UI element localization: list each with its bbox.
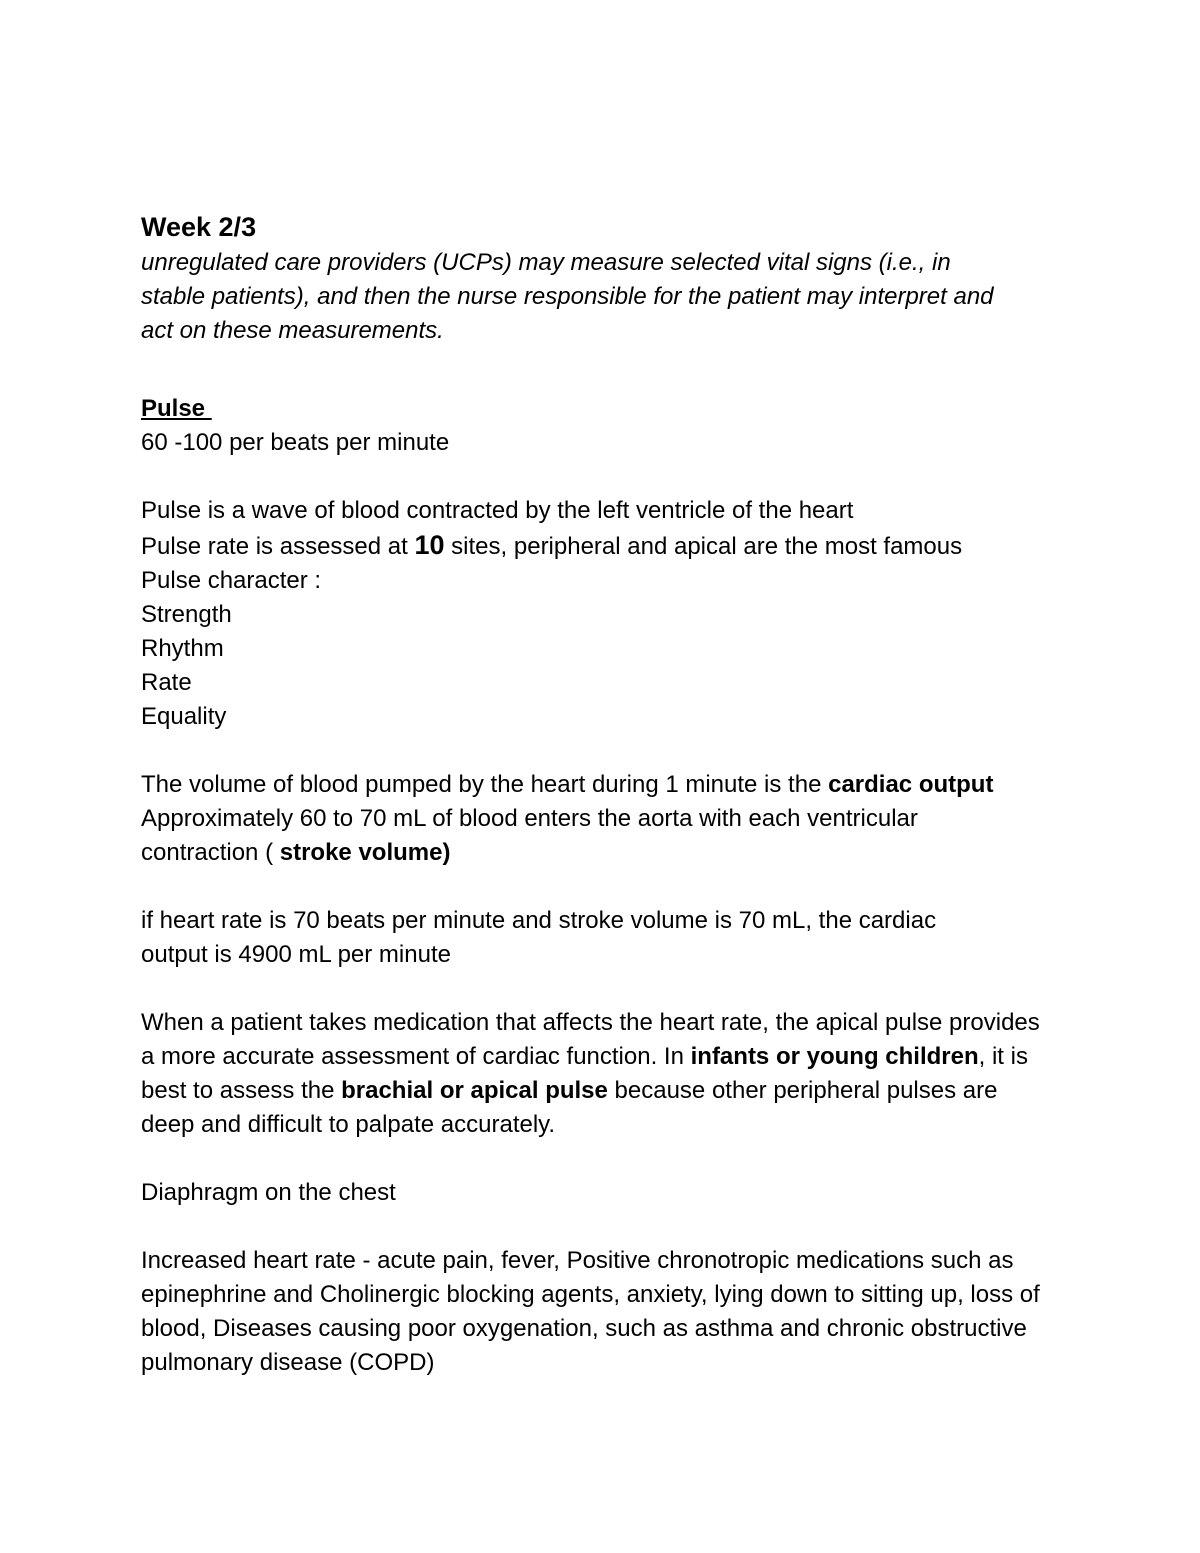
stroke-volume-paragraph — [141, 802, 981, 870]
increased-heart-rate-paragraph: Increased heart rate - acute pain, fever, Positive chronotropic medications such as epinephrine and Cholinergic blocking agents, anxiety, lying down to sitting up, loss of blood, Diseases causing poor oxygenation, such as asthma and chronic obstructive pulmonary disease (COPD) — [141, 1247, 1040, 1376]
pulse-sites — [141, 528, 1071, 564]
medication-bold-1: infants or young children — [690, 1043, 979, 1070]
medication-paragraph — [141, 1006, 1041, 1142]
medication-text-1: When a patient takes medication that affects the heart rate, the apical pulse provides a more accurate assessment of cardiac function. In — [141, 1009, 1040, 1070]
pulse-character-label: Pulse character : — [141, 567, 322, 594]
page-title: Week 2/3 — [141, 212, 257, 242]
pulse-definition: Pulse is a wave of blood contracted by the left ventricle of the heart — [141, 497, 854, 524]
pulse-character-item: Equality — [141, 703, 227, 730]
pulse-sites-prefix: Pulse rate is assessed at — [141, 533, 415, 560]
intro-paragraph: unregulated care providers (UCPs) may measure selected vital signs (i.e., in stable patients), and then the nurse responsible for the patient may interpret and act on these measurements. — [141, 249, 994, 344]
medication-bold-2: brachial or apical pulse — [341, 1077, 608, 1104]
medication-text-3: because other peripheral pulses are deep and difficult to palpate accurately. — [141, 1077, 998, 1138]
diaphragm-note: Diaphragm on the chest — [141, 1179, 396, 1206]
cardiac-output-prefix: The volume of blood pumped by the heart during 1 minute is the — [141, 771, 829, 798]
stroke-volume-term: stroke volume) — [279, 839, 451, 866]
cardiac-output-line — [141, 768, 1071, 802]
pulse-range: 60 -100 per beats per minute — [141, 429, 450, 456]
pulse-character-item: Rate — [141, 669, 192, 696]
cardiac-output-term: cardiac output — [828, 771, 994, 798]
pulse-character-item: Rhythm — [141, 635, 224, 662]
pulse-character-item: Strength — [141, 601, 232, 628]
pulse-sites-number: 10 — [414, 530, 445, 560]
pulse-heading — [141, 392, 1071, 426]
pulse-heading-text: Pulse — [141, 395, 212, 422]
stroke-volume-prefix: Approximately 60 to 70 mL of blood enters the aorta with each ventricular contraction ( — [141, 805, 918, 866]
medication-text-2: , it is best to assess the — [141, 1043, 1028, 1104]
document-content — [141, 208, 1071, 1380]
cardiac-output-example: if heart rate is 70 beats per minute and stroke volume is 70 mL, the cardiac output is 4900 mL per minute — [141, 907, 937, 968]
pulse-sites-suffix: sites, peripheral and apical are the most famous — [444, 533, 963, 560]
